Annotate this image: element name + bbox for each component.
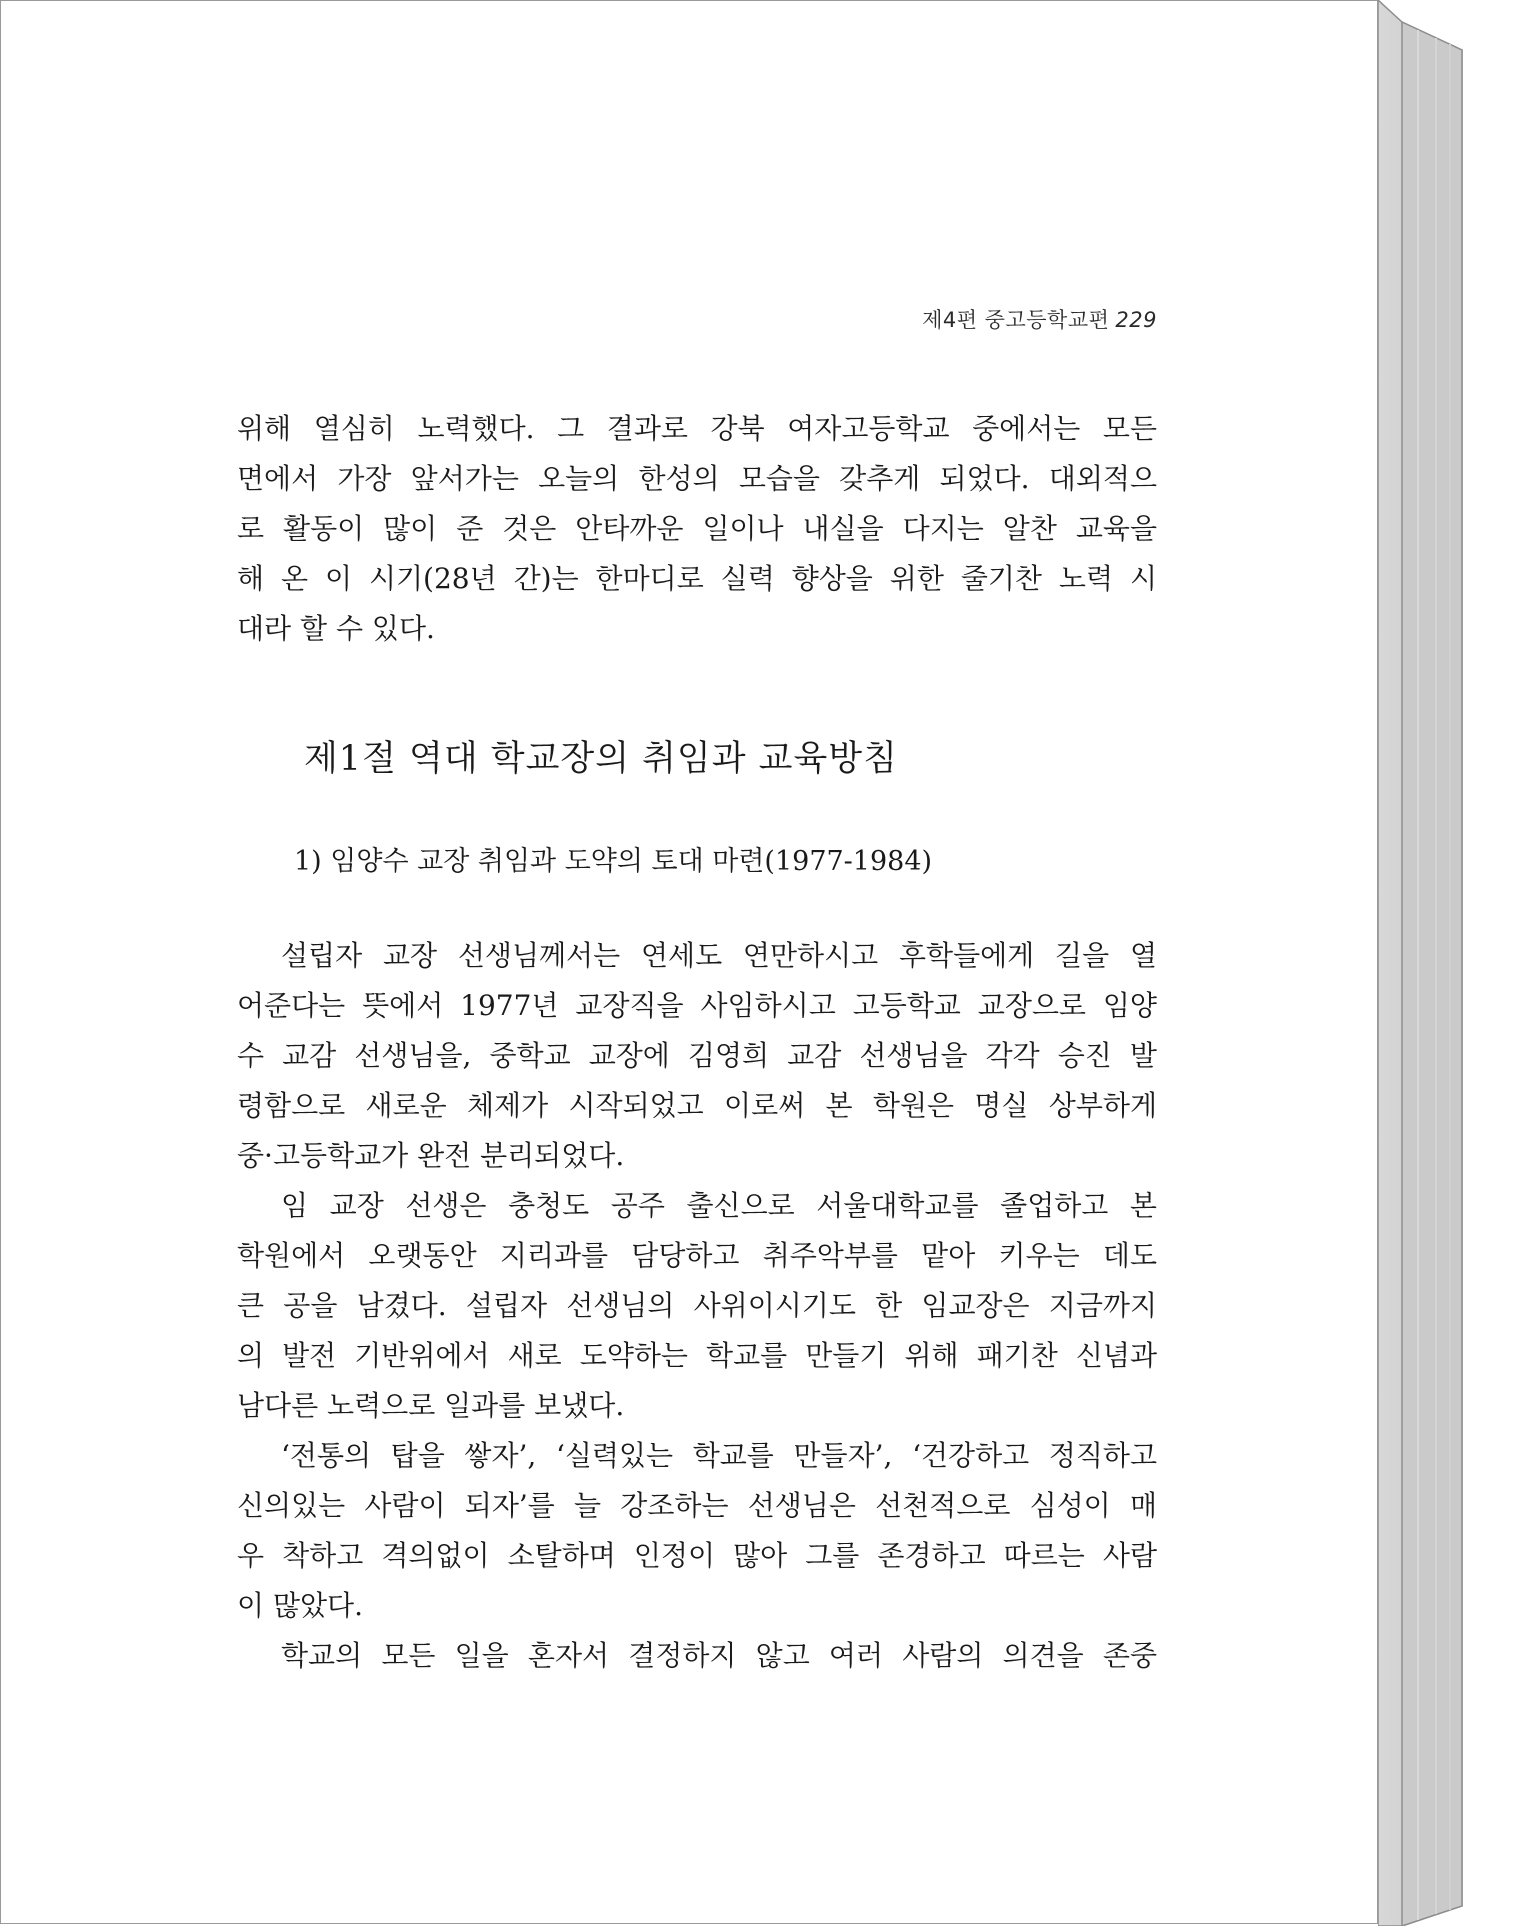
text-line: 중·고등학교가 완전 분리되었다. (237, 1139, 625, 1172)
text-line: 신의있는 사람이 되자’를 늘 강조하는 선생님은 선천적으로 심성이 매 (237, 1489, 1157, 1522)
text-line: 대라 할 수 있다. (237, 612, 435, 645)
text-line: 남다른 노력으로 일과를 보냈다. (237, 1389, 625, 1422)
text-line: 로 활동이 많이 준 것은 안타까운 일이나 내실을 다지는 알찬 교육을 (237, 512, 1157, 545)
text-line: 어준다는 뜻에서 1977년 교장직을 사임하시고 고등학교 교장으로 임양 (237, 989, 1157, 1022)
text-line: 이 많았다. (237, 1589, 363, 1622)
text-line: 임 교장 선생은 충청도 공주 출신으로 서울대학교를 졸업하고 본 (281, 1189, 1157, 1222)
text-line: 우 착하고 격의없이 소탈하며 인정이 많아 그를 존경하고 따르는 사람 (237, 1539, 1157, 1572)
text-line: 의 발전 기반위에서 새로 도약하는 학교를 만들기 위해 패기찬 신념과 (237, 1339, 1157, 1372)
text-line: 령함으로 새로운 체제가 시작되었고 이로써 본 학원은 명실 상부하게 (237, 1089, 1157, 1122)
body-paragraph-3 (237, 1431, 1157, 1631)
text-line: 면에서 가장 앞서가는 오늘의 한성의 모습을 갖추게 되었다. 대외적으 (237, 462, 1157, 495)
running-title: 제4편 중고등학교편 (922, 308, 1110, 332)
subsection-title: 1) 임양수 교장 취임과 도약의 토대 마련(1977-1984) (294, 846, 933, 877)
book-page-edges (1378, 0, 1522, 1926)
text-line: 학교의 모든 일을 혼자서 결정하지 않고 여러 사람의 의견을 존중 (281, 1639, 1157, 1672)
page-number: 229 (1115, 308, 1157, 332)
intro-paragraph (237, 404, 1157, 654)
text-line: ‘전통의 탑을 쌓자’, ‘실력있는 학교를 만들자’, ‘건강하고 정직하고 (281, 1439, 1157, 1472)
text-line: 설립자 교장 선생님께서는 연세도 연만하시고 후학들에게 길을 열 (281, 939, 1157, 972)
body-paragraph-2 (237, 1181, 1157, 1431)
text-line: 큰 공을 남겼다. 설립자 선생님의 사위이시기도 한 임교장은 지금까지 (237, 1289, 1157, 1322)
running-head (901, 304, 1157, 334)
text-line: 위해 열심히 노력했다. 그 결과로 강북 여자고등학교 중에서는 모든 (237, 412, 1157, 445)
text-line: 수 교감 선생님을, 중학교 교장에 김영희 교감 선생님을 각각 승진 발 (237, 1039, 1157, 1072)
body-paragraph-4 (237, 1631, 1157, 1681)
text-line: 해 온 이 시기(28년 간)는 한마디로 실력 향상을 위한 줄기찬 노력 시 (237, 562, 1157, 595)
body-paragraph-1 (237, 931, 1157, 1181)
section-title: 제1절 역대 학교장의 취임과 교육방침 (304, 739, 898, 779)
text-line: 학원에서 오랫동안 지리과를 담당하고 취주악부를 맡아 키우는 데도 (237, 1239, 1157, 1272)
